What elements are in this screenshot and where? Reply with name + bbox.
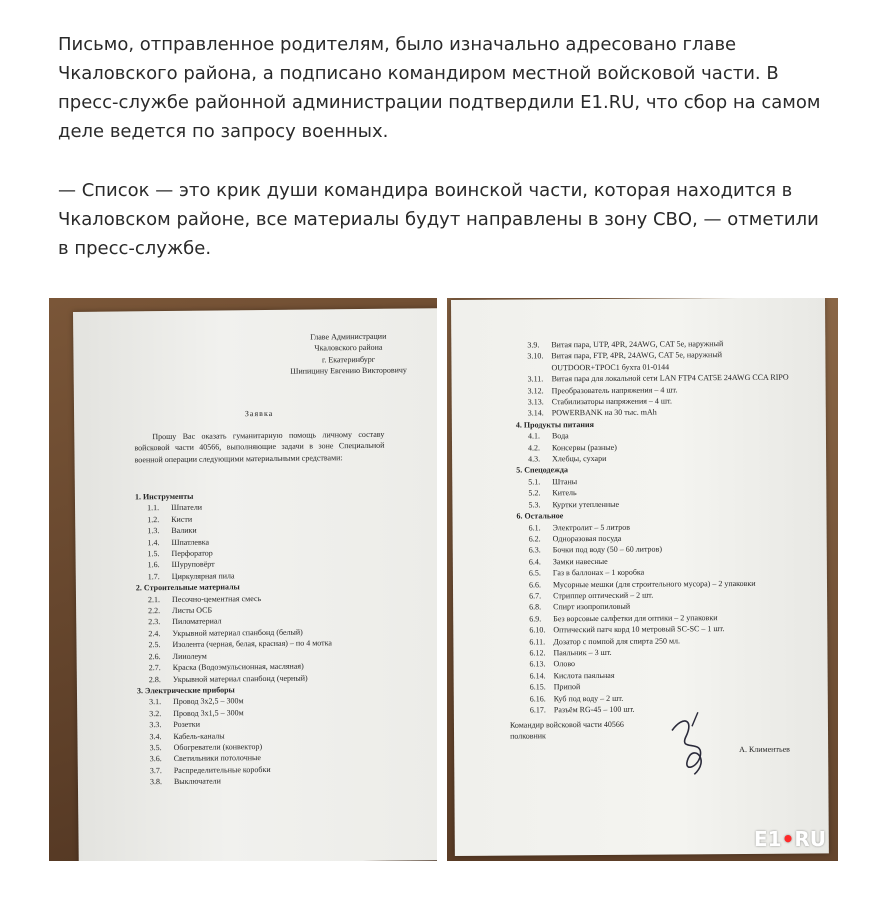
- handwritten-signature: [664, 708, 724, 778]
- item-text: Паяльник – 3 шт.: [553, 647, 612, 658]
- item-number: 2.1.: [147, 594, 161, 604]
- document-intro: Прошу Вас оказать гуманитарную помощь личному составу войсковой части 40566, выполняющие задачи в зоне Специальной военной операции следующими материальными средствами:: [134, 429, 385, 465]
- document-page: [451, 298, 829, 856]
- addressee-line: г. Екатеринбург: [321, 354, 376, 365]
- item-text: Консервы (разные): [552, 442, 617, 452]
- item-text: Краска (Водоэмульсионная, масляная): [172, 661, 304, 673]
- section-heading: 3. Электрические приборы: [136, 685, 235, 696]
- item-text: Одноразовая посуда: [552, 533, 622, 544]
- document-page: [73, 308, 437, 861]
- item-text: Дозатор с помпой для спирта 250 мл.: [553, 635, 681, 646]
- item-text: Укрывной материал спанбонд (белый): [172, 627, 303, 638]
- list-item: [517, 577, 790, 590]
- list-item: [136, 638, 332, 651]
- list-item: [516, 372, 789, 385]
- item-text: Линолеум: [172, 651, 207, 661]
- item-text: Разъём RG-45 – 100 шт.: [553, 704, 635, 715]
- document-photo-left: [49, 298, 437, 861]
- e1-logo: E1•RU: [753, 827, 826, 851]
- item-text: Шуруповёрт: [171, 559, 215, 570]
- items-list: [135, 489, 334, 788]
- item-text: Без ворсовые салфетки для оптики – 2 упаковки: [553, 612, 718, 624]
- item-text: Розетки: [173, 719, 200, 730]
- item-text: Преобразователь напряжения – 4 шт.: [551, 385, 678, 395]
- article-paragraph: — Список — это крик души командира воинской части, которая находится в Чкаловском районе, все материалы будут направлены в зону СВО, — отметили в пресс-службе.: [58, 180, 819, 259]
- item-text: Замки навесные: [552, 556, 608, 567]
- document-photo-right: [447, 298, 838, 861]
- item-text: Оптический патч корд 10 метровый SC-SC – 1 шт.: [553, 624, 725, 635]
- item-number: 3.7.: [149, 765, 162, 775]
- item-text: Провод 3х1,5 – 300м: [173, 707, 244, 718]
- item-text: Хлебцы, сухари: [552, 453, 607, 464]
- item-text: Перфоратор: [171, 548, 213, 559]
- item-number: 4.3.: [528, 454, 541, 464]
- item-number: 4.2.: [528, 443, 541, 453]
- item-number: 1.7.: [147, 571, 160, 582]
- item-number: 6.2.: [528, 534, 541, 544]
- item-number: 3.11.: [527, 374, 544, 384]
- item-number: 5.2.: [528, 488, 541, 498]
- item-number: 2.2.: [148, 606, 161, 616]
- items-list: [515, 338, 791, 716]
- item-number: 3.12.: [527, 385, 544, 396]
- article-paragraph: Письмо, отправленное родителям, было изначально адресовано главе Чкаловского района, а подписано командиром местной войсковой части. В пресс-службе районной администрации подтвердили E1.RU, что сбор на самом деле ведется по запросу военных.: [58, 34, 821, 142]
- item-text: Куртки утепленные: [552, 499, 620, 509]
- item-text: Вода: [551, 431, 569, 441]
- item-text: Куб под воду – 2 шт.: [553, 693, 624, 703]
- section-heading: 5. Спецодежда: [516, 465, 568, 476]
- item-text: Распределительные коробки: [173, 764, 271, 775]
- item-text: Кислота паяльная: [553, 670, 615, 681]
- item-number: 5.1.: [528, 477, 541, 487]
- item-number: 6.6.: [528, 579, 542, 589]
- item-text: Шпатели: [171, 503, 203, 513]
- item-number: 3.5.: [149, 743, 162, 753]
- item-text: Шпатлевка: [171, 537, 210, 547]
- addressee-block: [273, 330, 423, 377]
- list-item: [137, 672, 333, 685]
- item-text: Олово: [553, 659, 576, 669]
- item-text: Мусорные мешки (для строительного мусора) – 2 упаковки: [552, 578, 756, 589]
- item-number: 3.3.: [149, 720, 162, 730]
- item-number: 2.8.: [148, 674, 161, 684]
- item-number: 6.10.: [529, 625, 546, 635]
- item-number: 6.12.: [529, 648, 546, 658]
- item-number: 3.8.: [149, 777, 162, 787]
- signatory-title: Командир войсковой части 40566 полковник: [509, 719, 624, 742]
- item-number: 6.8.: [529, 602, 542, 612]
- section-heading: 6. Остальное: [516, 511, 564, 521]
- item-text: Спирт изопропиловый: [553, 602, 631, 612]
- item-number: 1.4.: [147, 537, 160, 547]
- list-item: [518, 703, 791, 716]
- item-number: 6.4.: [528, 557, 541, 567]
- item-number: 6.13.: [529, 659, 546, 669]
- item-number: 6.17.: [529, 705, 546, 715]
- item-number: 6.16.: [529, 693, 546, 704]
- item-number: 6.3.: [528, 545, 541, 555]
- item-number: 3.10.: [527, 351, 544, 361]
- item-number: 1.3.: [147, 526, 160, 536]
- item-text: Электролит – 5 литров: [552, 522, 631, 532]
- item-text: Китель: [552, 488, 577, 498]
- addressee-line: Шипицину Евгению Викторовичу: [290, 365, 407, 376]
- item-number: 5.3.: [528, 500, 541, 510]
- item-number: 2.7.: [148, 663, 161, 673]
- item-text: Бочки под воду (50 – 60 литров): [552, 544, 663, 555]
- item-number: 2.4.: [148, 628, 161, 639]
- item-text: Витая пара, FTP, 4PR, 24AWG, CAT 5e, наружный: [551, 350, 723, 361]
- item-text: Кисти: [171, 514, 193, 524]
- addressee-line: Главе Администрации: [310, 331, 387, 342]
- item-text: Циркулярная пила: [171, 571, 235, 581]
- item-text: Укрывной материал спанбонд (черный): [172, 673, 308, 684]
- item-number: 2.3.: [148, 617, 161, 627]
- item-number: 3.1.: [149, 697, 162, 707]
- item-text: Витая пара, UTP, 4PR, 24AWG, CAT 5e, наружный: [551, 339, 724, 350]
- item-number: 6.7.: [529, 591, 542, 601]
- list-item: [138, 774, 334, 787]
- item-text: Валики: [171, 525, 197, 536]
- item-number: 3.6.: [149, 754, 162, 764]
- signatory-name: А. Климентьев: [739, 744, 790, 754]
- item-number: 2.5.: [148, 640, 161, 650]
- article-text: [58, 30, 828, 293]
- item-text: Стабилизаторы напряжения – 4 шт.: [551, 396, 672, 407]
- item-text: Пиломатериал: [172, 616, 222, 627]
- item-text: Листы ОСБ: [172, 605, 213, 616]
- section-heading: 2. Строительные материалы: [135, 582, 240, 593]
- item-number: 1.1.: [147, 503, 160, 513]
- item-number: 3.4.: [149, 731, 162, 741]
- item-text: Выключатели: [173, 776, 221, 787]
- item-text: Светильники потолочные: [173, 753, 261, 764]
- item-number: 1.5.: [147, 549, 160, 559]
- item-text: POWERBANK на 30 тыс. mAh: [551, 408, 657, 418]
- item-text: Витая пара для локальной сети LAN FTP4 CAT5E 24AWG CCA RIPO: [551, 372, 789, 384]
- item-text: Песочно-цементная смесь: [171, 593, 262, 604]
- item-text: Газ в баллонах – 1 коробка: [552, 567, 645, 578]
- item-number: 3.13.: [527, 397, 544, 407]
- item-text: Изолента (черная, белая, красная) – по 4 мотка: [172, 638, 332, 650]
- item-number: 4.1.: [527, 431, 540, 441]
- item-text: Стриппер оптический – 2 шт.: [553, 590, 654, 601]
- item-number: 2.6.: [148, 651, 161, 661]
- item-number: 6.1.: [528, 522, 541, 532]
- item-text: Обогреватели (конвектор): [173, 741, 263, 752]
- item-number: 3.9.: [527, 340, 540, 350]
- section-heading: 4. Продукты питания: [515, 419, 594, 430]
- item-text: Припой: [553, 682, 581, 692]
- addressee-line: Чкаловского района: [314, 343, 383, 353]
- item-number: 6.11.: [529, 636, 546, 647]
- item-number: 1.6.: [147, 560, 160, 570]
- item-text: Провод 3х2,5 – 300м: [173, 696, 244, 707]
- item-text: Штаны: [552, 476, 578, 487]
- item-text: OUTDOOR+ТРОС1 бухта 01-0144: [551, 362, 670, 373]
- item-number: 1.2.: [147, 514, 160, 525]
- item-number: 3.14.: [527, 408, 544, 418]
- item-number: 3.2.: [149, 708, 162, 718]
- item-number: 6.5.: [528, 568, 541, 578]
- document-title: Заявка: [244, 408, 274, 419]
- item-number: 6.15.: [529, 682, 546, 692]
- item-number: 6.9.: [529, 614, 542, 624]
- item-number: 6.14.: [529, 671, 546, 681]
- item-text: Кабель-каналы: [173, 730, 225, 741]
- section-heading: 1. Инструменты: [134, 491, 194, 502]
